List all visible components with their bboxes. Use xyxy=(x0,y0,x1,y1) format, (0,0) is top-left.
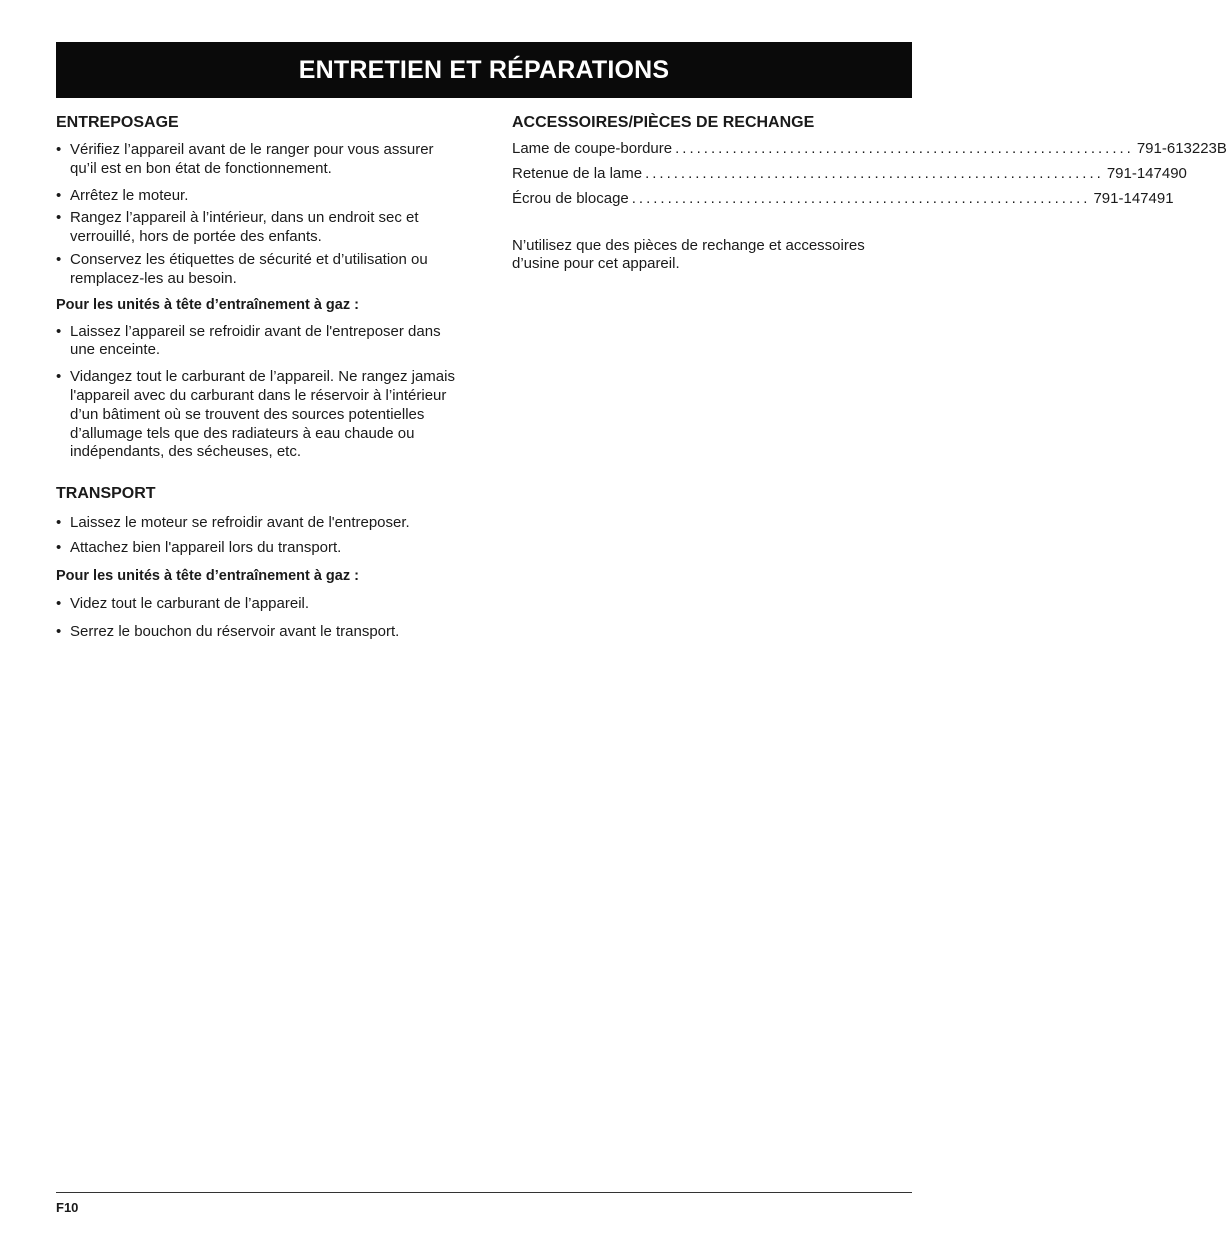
list-item: • Videz tout le carburant de l’appareil. xyxy=(56,595,456,614)
list-item: • Vérifiez l’appareil avant de le ranger pour vous assurer qu’il est en bon état de fonctionnement. xyxy=(56,141,456,179)
part-number: 791-147491 xyxy=(1093,190,1174,207)
part-name: Écrou de blocage xyxy=(512,190,629,207)
parts-row xyxy=(512,190,1174,215)
transport-heading: TRANSPORT xyxy=(56,485,156,503)
list-item: • Serrez le bouchon du réservoir avant le transport. xyxy=(56,623,456,642)
part-name: Retenue de la lame xyxy=(512,165,643,182)
leader-dots: ................................................................ xyxy=(645,165,1104,182)
list-item: • Arrêtez le moteur. xyxy=(56,187,456,206)
right-column xyxy=(512,112,1227,272)
page-title-bar xyxy=(56,42,912,98)
part-number: 791-147490 xyxy=(1106,165,1187,182)
storage-gas-subheading: Pour les unités à tête d’entraînement à gaz : xyxy=(56,296,359,313)
storage-list xyxy=(56,141,456,289)
page-title: ENTRETIEN ET RÉPARATIONS xyxy=(298,55,670,84)
left-column xyxy=(56,112,456,641)
page-number: F10 xyxy=(56,1200,79,1215)
leader-dots: ................................................................ xyxy=(631,190,1091,207)
list-item: • Vidangez tout le carburant de l’appareil. Ne rangez jamais l'appareil avec du carburant dans le réservoir à l’intérieur d’un bâtiment où se trouvent des sources potentielles d’allumage tels que des radiateurs à eau chaude ou indépendants, des sécheuses, etc. xyxy=(56,368,456,462)
storage-gas-list xyxy=(56,323,456,463)
part-number: 791-613223B xyxy=(1136,140,1227,157)
leader-dots: ................................................................ xyxy=(675,140,1134,157)
accessories-heading: ACCESSOIRES/PIÈCES DE RECHANGE xyxy=(512,114,815,131)
parts-list xyxy=(512,140,1227,215)
list-item: • Laissez le moteur se refroidir avant de l'entreposer. xyxy=(56,514,456,533)
list-item: • Rangez l’appareil à l’intérieur, dans un endroit sec et verrouillé, hors de portée des enfants. xyxy=(56,209,456,247)
transport-gas-list xyxy=(56,595,456,642)
accessories-note: N’utilisez que des pièces de rechange et accessoires d’usine pour cet appareil. xyxy=(512,237,865,272)
part-name: Lame de coupe-bordure xyxy=(512,140,673,157)
parts-row xyxy=(512,165,1187,190)
list-item: • Laissez l’appareil se refroidir avant de l'entreposer dans une enceinte. xyxy=(56,323,456,361)
parts-row xyxy=(512,140,1227,165)
list-item: • Attachez bien l'appareil lors du transport. xyxy=(56,539,456,558)
list-item: • Conservez les étiquettes de sécurité et d’utilisation ou remplacez-les au besoin. xyxy=(56,251,456,289)
footer-divider xyxy=(56,1192,912,1193)
transport-gas-subheading: Pour les unités à tête d’entraînement à gaz : xyxy=(56,567,359,584)
transport-list xyxy=(56,514,456,558)
storage-heading: ENTREPOSAGE xyxy=(56,114,179,131)
